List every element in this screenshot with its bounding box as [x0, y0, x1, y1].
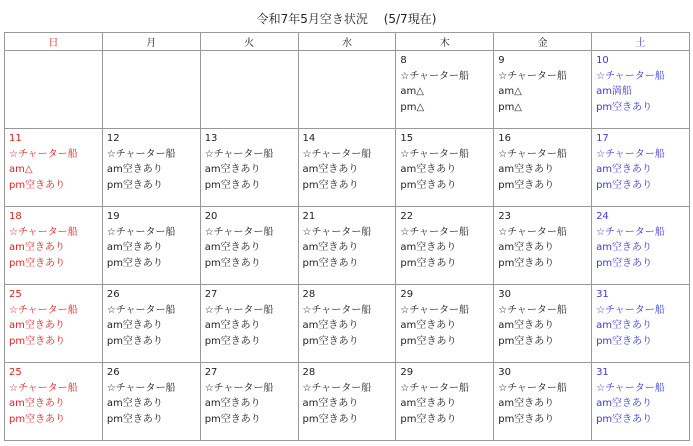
charter-label: ☆チャーター船 [9, 226, 78, 238]
charter-label: ☆チャーター船 [106, 148, 176, 160]
charter-label: ☆チャーター船 [204, 304, 274, 316]
day-number: 24 [596, 211, 609, 222]
am-status: am空きあり [596, 398, 652, 409]
day-number: 25 [9, 289, 22, 300]
am-status: am△ [9, 164, 33, 175]
am-status: am空きあり [302, 164, 359, 175]
calendar-cell-sun [5, 363, 103, 441]
charter-label: ☆チャーター船 [400, 304, 470, 316]
pm-status: pm空きあり [302, 257, 359, 269]
am-status: am空きあり [9, 320, 65, 331]
day-number: 16 [498, 133, 511, 144]
pm-status: pm空きあり [106, 257, 163, 269]
pm-status: pm空きあり [596, 101, 653, 113]
pm-status: pm△ [498, 101, 522, 113]
pm-status: pm空きあり [9, 257, 66, 269]
calendar-cell-mon [102, 129, 200, 207]
day-number: 13 [204, 133, 218, 144]
day-number: 28 [302, 289, 316, 300]
am-status: am△ [498, 86, 522, 97]
calendar-cell-tue [200, 51, 298, 129]
calendar-cell-fri [494, 207, 592, 285]
pm-status: pm空きあり [596, 257, 653, 269]
day-number: 19 [106, 211, 120, 222]
calendar-cell-sat [592, 129, 690, 207]
calendar-cell-wed [298, 285, 396, 363]
day-number: 9 [498, 55, 505, 66]
calendar-cell-tue [200, 207, 298, 285]
am-status: am満船 [596, 86, 632, 97]
am-status: am空きあり [204, 242, 261, 253]
am-status: am空きあり [596, 320, 652, 331]
pm-status: pm空きあり [106, 335, 163, 347]
am-status: am空きあり [400, 164, 457, 175]
charter-label: ☆チャーター船 [498, 304, 567, 316]
am-status: am空きあり [302, 398, 359, 409]
am-status: am空きあり [106, 164, 163, 175]
calendar-cell-mon [102, 207, 200, 285]
day-number: 12 [106, 133, 120, 144]
pm-status: pm空きあり [596, 413, 653, 425]
charter-label: ☆チャーター船 [596, 226, 665, 238]
am-status: am空きあり [204, 320, 261, 331]
day-number: 28 [302, 367, 316, 378]
calendar-cell-sat [592, 51, 690, 129]
day-number: 18 [9, 211, 22, 222]
weekday-header-row [5, 33, 690, 51]
charter-label: ☆チャーター船 [106, 226, 176, 238]
am-status: am空きあり [498, 164, 555, 175]
day-number: 11 [9, 133, 22, 144]
pm-status: pm空きあり [498, 335, 555, 347]
calendar-week-row [5, 285, 690, 363]
pm-status: pm空きあり [400, 335, 457, 347]
pm-status: pm空きあり [204, 413, 261, 425]
calendar-cell-thu [396, 129, 494, 207]
calendar-cell-tue [200, 363, 298, 441]
charter-label: ☆チャーター船 [204, 382, 274, 394]
charter-label: ☆チャーター船 [498, 148, 567, 160]
pm-status: pm空きあり [596, 179, 653, 191]
calendar-week-row [5, 129, 690, 207]
pm-status: pm空きあり [9, 179, 66, 191]
weekday-wed: 水 [298, 33, 396, 51]
calendar-week-row [5, 51, 690, 129]
charter-label: ☆チャーター船 [400, 70, 470, 82]
charter-label: ☆チャーター船 [400, 148, 470, 160]
day-number: 23 [498, 211, 511, 222]
am-status: am空きあり [498, 242, 555, 253]
am-status: am空きあり [106, 398, 163, 409]
calendar-cell-wed [298, 207, 396, 285]
charter-label: ☆チャーター船 [9, 304, 78, 316]
charter-label: ☆チャーター船 [596, 148, 665, 160]
charter-label: ☆チャーター船 [498, 382, 567, 394]
pm-status: pm空きあり [204, 179, 261, 191]
charter-label: ☆チャーター船 [204, 148, 274, 160]
calendar-cell-sun [5, 51, 103, 129]
calendar-cell-thu [396, 207, 494, 285]
day-number: 25 [9, 367, 22, 378]
day-number: 31 [596, 289, 609, 300]
weekday-sun: 日 [5, 33, 103, 51]
calendar-cell-fri [494, 51, 592, 129]
am-status: am△ [400, 86, 424, 97]
pm-status: pm空きあり [204, 335, 261, 347]
am-status: am空きあり [596, 164, 652, 175]
weekday-tue: 火 [200, 33, 298, 51]
calendar-cell-wed [298, 363, 396, 441]
day-number: 31 [596, 367, 609, 378]
am-status: am空きあり [400, 320, 457, 331]
day-number: 14 [302, 133, 316, 144]
am-status: am空きあり [9, 398, 65, 409]
am-status: am空きあり [400, 242, 457, 253]
calendar-cell-sat [592, 207, 690, 285]
page-title: 令和7年5月空き状況 (5/7現在) [256, 12, 437, 26]
charter-label: ☆チャーター船 [302, 382, 372, 394]
day-number: 17 [596, 133, 609, 144]
pm-status: pm空きあり [302, 413, 359, 425]
charter-label: ☆チャーター船 [9, 382, 78, 394]
day-number: 26 [106, 367, 120, 378]
am-status: am空きあり [106, 242, 163, 253]
pm-status: pm空きあり [9, 335, 66, 347]
charter-label: ☆チャーター船 [596, 70, 665, 82]
charter-label: ☆チャーター船 [9, 148, 78, 160]
calendar-cell-fri [494, 129, 592, 207]
pm-status: pm△ [400, 101, 425, 113]
am-status: am空きあり [302, 320, 359, 331]
day-number: 20 [204, 211, 218, 222]
calendar-week-row [5, 207, 690, 285]
charter-label: ☆チャーター船 [400, 226, 470, 238]
day-number: 21 [302, 211, 316, 222]
pm-status: pm空きあり [596, 335, 653, 347]
calendar-cell-sun [5, 129, 103, 207]
charter-label: ☆チャーター船 [302, 304, 372, 316]
day-number: 30 [498, 289, 511, 300]
charter-label: ☆チャーター船 [106, 304, 176, 316]
calendar-cell-thu [396, 285, 494, 363]
calendar-cell-sat [592, 363, 690, 441]
calendar-cell-tue [200, 285, 298, 363]
calendar-cell-tue [200, 129, 298, 207]
day-number: 27 [204, 367, 218, 378]
charter-label: ☆チャーター船 [302, 148, 372, 160]
day-number: 29 [400, 289, 414, 300]
day-number: 10 [596, 55, 609, 66]
weekday-sat: 土 [592, 33, 690, 51]
pm-status: pm空きあり [498, 413, 555, 425]
am-status: am空きあり [9, 242, 65, 253]
calendar-cell-mon [102, 363, 200, 441]
day-number: 30 [498, 367, 511, 378]
day-number: 26 [106, 289, 120, 300]
day-number: 8 [400, 55, 407, 66]
charter-label: ☆チャーター船 [596, 382, 665, 394]
calendar-cell-sun [5, 285, 103, 363]
day-number: 22 [400, 211, 414, 222]
availability-calendar [4, 32, 690, 441]
am-status: am空きあり [498, 398, 555, 409]
am-status: am空きあり [302, 242, 359, 253]
pm-status: pm空きあり [498, 257, 555, 269]
pm-status: pm空きあり [9, 413, 66, 425]
charter-label: ☆チャーター船 [596, 304, 665, 316]
calendar-cell-sat [592, 285, 690, 363]
pm-status: pm空きあり [106, 179, 163, 191]
pm-status: pm空きあり [302, 179, 359, 191]
charter-label: ☆チャーター船 [204, 226, 274, 238]
am-status: am空きあり [106, 320, 163, 331]
pm-status: pm空きあり [204, 257, 261, 269]
pm-status: pm空きあり [400, 413, 457, 425]
day-number: 15 [400, 133, 414, 144]
calendar-cell-fri [494, 363, 592, 441]
calendar-cell-wed [298, 51, 396, 129]
calendar-cell-mon [102, 51, 200, 129]
charter-label: ☆チャーター船 [400, 382, 470, 394]
pm-status: pm空きあり [498, 179, 555, 191]
am-status: am空きあり [498, 320, 555, 331]
weekday-mon: 月 [102, 33, 200, 51]
calendar-cell-thu [396, 51, 494, 129]
pm-status: pm空きあり [302, 335, 359, 347]
am-status: am空きあり [400, 398, 457, 409]
charter-label: ☆チャーター船 [302, 226, 372, 238]
calendar-cell-mon [102, 285, 200, 363]
calendar-cell-fri [494, 285, 592, 363]
pm-status: pm空きあり [106, 413, 163, 425]
am-status: am空きあり [204, 164, 261, 175]
weekday-thu: 木 [396, 33, 494, 51]
day-number: 29 [400, 367, 414, 378]
day-number: 27 [204, 289, 218, 300]
calendar-cell-thu [396, 363, 494, 441]
calendar-cell-sun [5, 207, 103, 285]
charter-label: ☆チャーター船 [498, 226, 567, 238]
calendar-cell-wed [298, 129, 396, 207]
charter-label: ☆チャーター船 [106, 382, 176, 394]
pm-status: pm空きあり [400, 257, 457, 269]
am-status: am空きあり [596, 242, 652, 253]
pm-status: pm空きあり [400, 179, 457, 191]
weekday-fri: 金 [494, 33, 592, 51]
am-status: am空きあり [204, 398, 261, 409]
calendar-week-row [5, 363, 690, 441]
charter-label: ☆チャーター船 [498, 70, 567, 82]
